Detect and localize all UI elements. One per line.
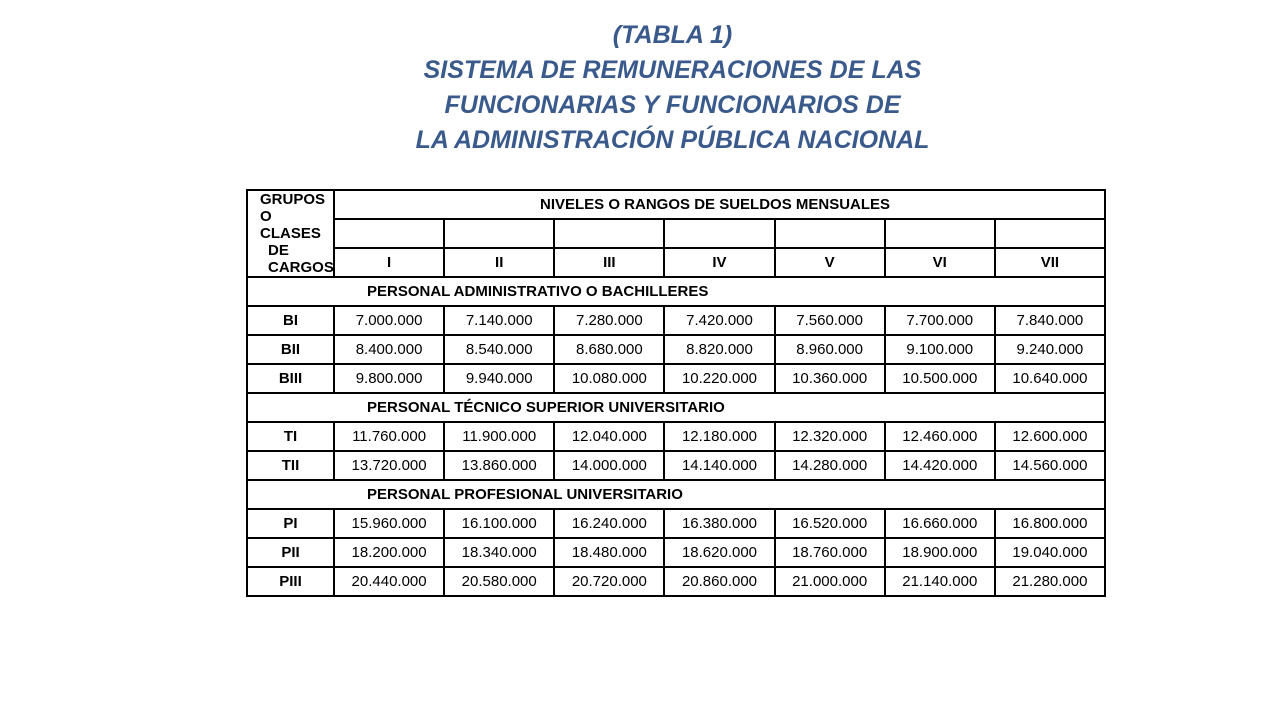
salary-cell: 12.600.000 bbox=[995, 422, 1105, 451]
section-row bbox=[247, 480, 1105, 509]
salary-cell: 16.240.000 bbox=[554, 509, 664, 538]
salary-cell: 7.700.000 bbox=[885, 306, 995, 335]
salary-cell: 14.140.000 bbox=[664, 451, 774, 480]
salary-cell: 13.860.000 bbox=[444, 451, 554, 480]
salary-cell: 8.540.000 bbox=[444, 335, 554, 364]
salary-cell: 21.140.000 bbox=[885, 567, 995, 596]
title-line-4: LA ADMINISTRACIÓN PÚBLICA NACIONAL bbox=[415, 126, 930, 154]
salary-cell: 14.000.000 bbox=[554, 451, 664, 480]
title-line-2: SISTEMA DE REMUNERACIONES DE LAS bbox=[423, 56, 922, 84]
salary-cell: 16.520.000 bbox=[775, 509, 885, 538]
level-header: III bbox=[554, 248, 664, 277]
salary-cell: 16.100.000 bbox=[444, 509, 554, 538]
salary-cell: 18.760.000 bbox=[775, 538, 885, 567]
table-row bbox=[247, 509, 1105, 538]
table-row bbox=[247, 451, 1105, 480]
table-row bbox=[247, 364, 1105, 393]
salary-cell: 21.280.000 bbox=[995, 567, 1105, 596]
section-title: PERSONAL ADMINISTRATIVO O BACHILLERES bbox=[247, 277, 1105, 306]
grade-code: BIII bbox=[247, 364, 334, 393]
header-spacer-row bbox=[247, 219, 1105, 248]
salary-cell: 18.200.000 bbox=[334, 538, 444, 567]
salary-cell: 16.800.000 bbox=[995, 509, 1105, 538]
empty-header-cell bbox=[885, 219, 995, 248]
empty-header-cell bbox=[995, 219, 1105, 248]
section-row bbox=[247, 277, 1105, 306]
salary-cell: 20.720.000 bbox=[554, 567, 664, 596]
salary-cell: 12.040.000 bbox=[554, 422, 664, 451]
salary-cell: 14.280.000 bbox=[775, 451, 885, 480]
salary-cell: 9.940.000 bbox=[444, 364, 554, 393]
salary-cell: 11.760.000 bbox=[334, 422, 444, 451]
group-label-line: DE bbox=[268, 242, 289, 259]
salary-cell: 10.640.000 bbox=[995, 364, 1105, 393]
slide-title bbox=[0, 18, 1280, 158]
salary-cell: 8.820.000 bbox=[664, 335, 774, 364]
salary-cell: 18.480.000 bbox=[554, 538, 664, 567]
salary-levels-header: NIVELES O RANGOS DE SUELDOS MENSUALES bbox=[334, 190, 1105, 219]
salary-cell: 20.580.000 bbox=[444, 567, 554, 596]
levels-row bbox=[247, 248, 1105, 277]
salary-cell: 8.680.000 bbox=[554, 335, 664, 364]
salary-cell: 10.220.000 bbox=[664, 364, 774, 393]
salary-cell: 18.900.000 bbox=[885, 538, 995, 567]
salary-cell: 12.460.000 bbox=[885, 422, 995, 451]
salary-cell: 7.420.000 bbox=[664, 306, 774, 335]
level-header: VII bbox=[995, 248, 1105, 277]
salary-cell: 8.960.000 bbox=[775, 335, 885, 364]
table-row bbox=[247, 567, 1105, 596]
salary-cell: 7.560.000 bbox=[775, 306, 885, 335]
grade-code: PI bbox=[247, 509, 334, 538]
group-label-line: CARGOS bbox=[268, 259, 334, 276]
salary-cell: 18.340.000 bbox=[444, 538, 554, 567]
salary-cell: 12.320.000 bbox=[775, 422, 885, 451]
salary-cell: 9.240.000 bbox=[995, 335, 1105, 364]
table-row bbox=[247, 538, 1105, 567]
salary-cell: 21.000.000 bbox=[775, 567, 885, 596]
grade-code: BI bbox=[247, 306, 334, 335]
level-header: IV bbox=[664, 248, 774, 277]
salary-cell: 10.080.000 bbox=[554, 364, 664, 393]
table-row bbox=[247, 422, 1105, 451]
section-row bbox=[247, 393, 1105, 422]
salary-cell: 20.440.000 bbox=[334, 567, 444, 596]
salary-cell: 7.140.000 bbox=[444, 306, 554, 335]
group-label-line: GRUPOS O bbox=[260, 191, 326, 225]
salary-table bbox=[246, 189, 1106, 597]
salary-cell: 11.900.000 bbox=[444, 422, 554, 451]
grade-code: PII bbox=[247, 538, 334, 567]
salary-cell: 8.400.000 bbox=[334, 335, 444, 364]
group-label-cell bbox=[247, 190, 334, 277]
empty-header-cell bbox=[664, 219, 774, 248]
salary-cell: 20.860.000 bbox=[664, 567, 774, 596]
grade-code: TI bbox=[247, 422, 334, 451]
title-line-1: (TABLA 1) bbox=[612, 21, 733, 49]
salary-cell: 9.100.000 bbox=[885, 335, 995, 364]
group-label-line: CLASES bbox=[260, 225, 321, 242]
salary-cell: 10.500.000 bbox=[885, 364, 995, 393]
salary-cell: 10.360.000 bbox=[775, 364, 885, 393]
empty-header-cell bbox=[554, 219, 664, 248]
salary-cell: 12.180.000 bbox=[664, 422, 774, 451]
salary-cell: 13.720.000 bbox=[334, 451, 444, 480]
table-row bbox=[247, 306, 1105, 335]
salary-cell: 16.380.000 bbox=[664, 509, 774, 538]
grade-code: BII bbox=[247, 335, 334, 364]
salary-cell: 19.040.000 bbox=[995, 538, 1105, 567]
empty-header-cell bbox=[334, 219, 444, 248]
salary-cell: 14.420.000 bbox=[885, 451, 995, 480]
grade-code: PIII bbox=[247, 567, 334, 596]
section-title: PERSONAL TÉCNICO SUPERIOR UNIVERSITARIO bbox=[247, 393, 1105, 422]
level-header: V bbox=[775, 248, 885, 277]
salary-cell: 7.280.000 bbox=[554, 306, 664, 335]
section-title: PERSONAL PROFESIONAL UNIVERSITARIO bbox=[247, 480, 1105, 509]
salary-cell: 14.560.000 bbox=[995, 451, 1105, 480]
grade-code: TII bbox=[247, 451, 334, 480]
salary-cell: 9.800.000 bbox=[334, 364, 444, 393]
level-header: I bbox=[334, 248, 444, 277]
level-header: II bbox=[444, 248, 554, 277]
empty-header-cell bbox=[444, 219, 554, 248]
salary-cell: 16.660.000 bbox=[885, 509, 995, 538]
salary-cell: 7.840.000 bbox=[995, 306, 1105, 335]
title-line-3: FUNCIONARIAS Y FUNCIONARIOS DE bbox=[444, 91, 901, 119]
level-header: VI bbox=[885, 248, 995, 277]
table-row bbox=[247, 335, 1105, 364]
empty-header-cell bbox=[775, 219, 885, 248]
salary-cell: 18.620.000 bbox=[664, 538, 774, 567]
header-row bbox=[247, 190, 1105, 219]
salary-cell: 15.960.000 bbox=[334, 509, 444, 538]
salary-cell: 7.000.000 bbox=[334, 306, 444, 335]
